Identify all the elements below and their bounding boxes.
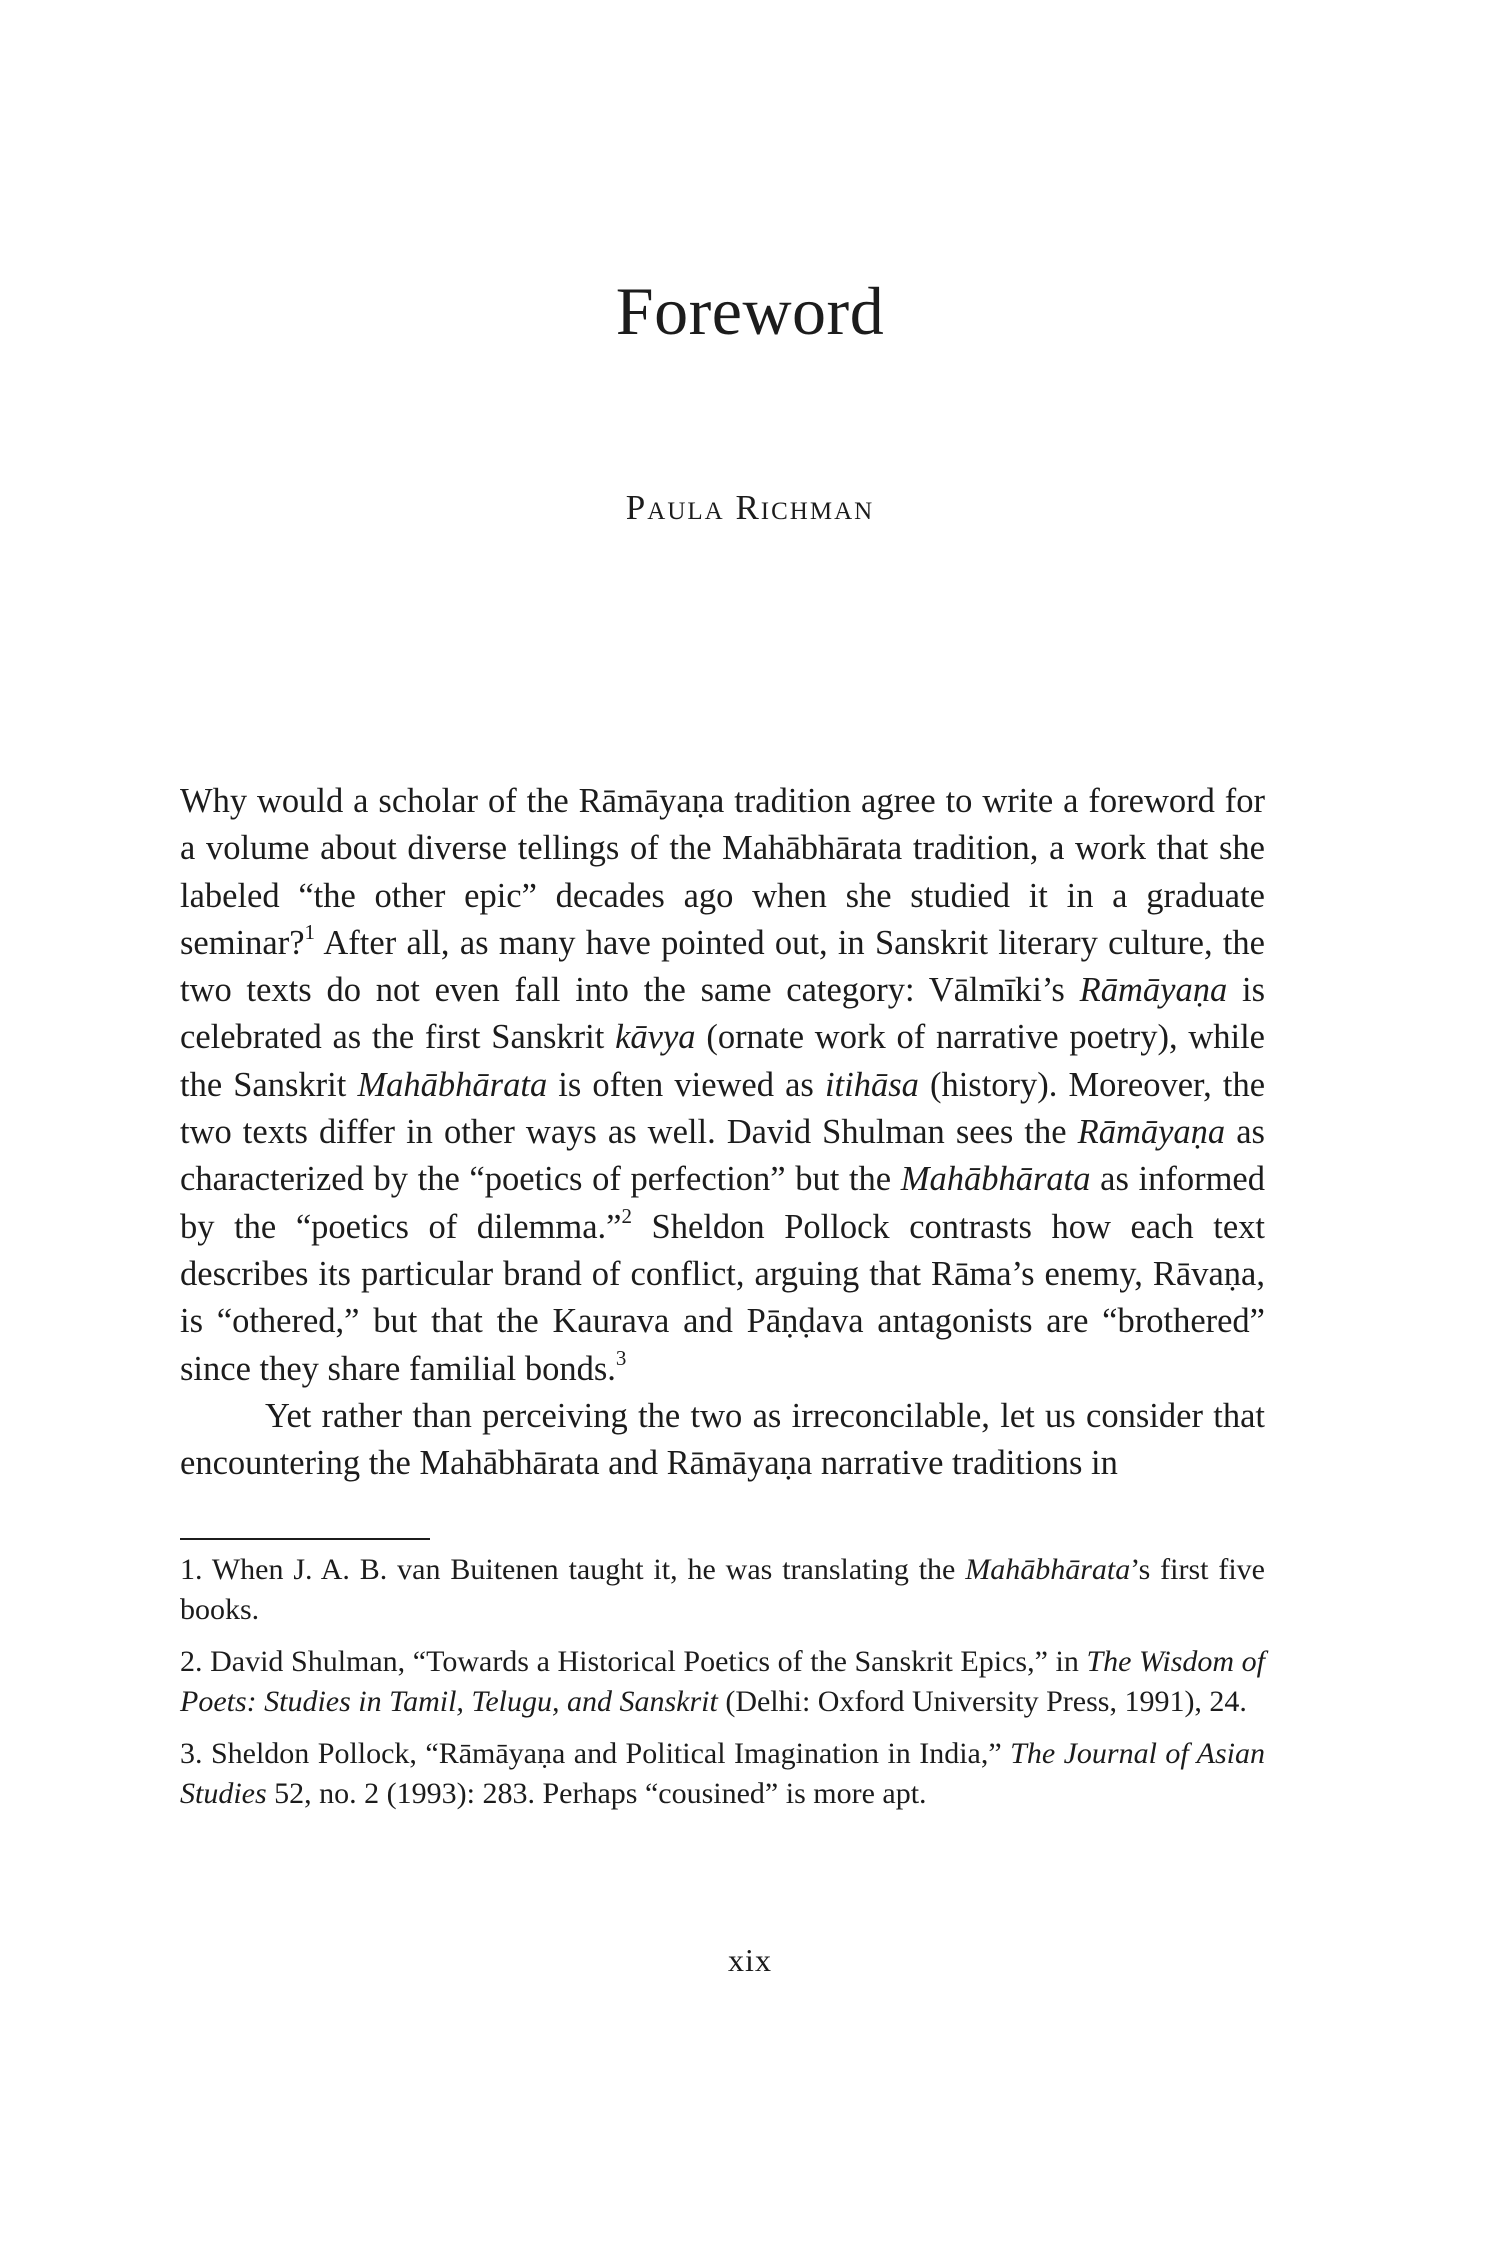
italic-title: Mahābhārata	[900, 1160, 1091, 1199]
page-number: xix	[728, 1942, 772, 1978]
text-run: 52, no. 2 (1993): 283. Perhaps “cousined” is more apt.	[266, 1777, 927, 1810]
footnotes	[180, 1550, 1265, 1826]
text-run: is often viewed as	[547, 1065, 825, 1104]
text-run: Sheldon Pollock contrasts how each text describes its particular brand of conflict, arguing that Rāma’s enemy, Rāvaṇa, is “othered,” but that the Kaurava and Pāṇḍava antagonists are “brothered” since they share familial bonds.	[180, 1207, 1265, 1388]
text-run: After all, as many have pointed out, in Sanskrit literary culture, the two texts do not even fall into the same category: Vālmīki’s	[180, 923, 1265, 1010]
text-run: ’s first five books.	[180, 1553, 1265, 1626]
body-text	[180, 778, 1265, 1487]
footnote-divider	[180, 1538, 430, 1540]
footnote-3	[180, 1734, 1265, 1814]
footnote-ref-3: 3	[615, 1346, 627, 1371]
text-run: 1. When J. A. B. van Buitenen taught it, he was translating the	[180, 1553, 966, 1586]
text-run: Why would a scholar of the Rāmāyaṇa tradition agree to write a foreword for a volume about diverse tellings of the Mahābhārata tradition, a work that she labeled “the other epic” decades ago when she studied it in a graduate seminar?	[180, 782, 1265, 962]
footnote-1	[180, 1550, 1265, 1630]
chapter-author: Paula Richman	[625, 488, 875, 527]
text-run: (ornate work of narrative poetry), while the Sanskrit	[180, 1018, 1265, 1104]
italic-title: Mahābhārata	[965, 1553, 1131, 1586]
italic-term: itihāsa	[824, 1065, 919, 1104]
italic-title: The Wisdom of Poets: Studies in Tamil, Telugu, and Sanskrit	[180, 1645, 1265, 1718]
footnote-ref-1: 1	[304, 920, 316, 945]
paragraph-1	[180, 778, 1265, 1393]
italic-title: Rāmāyaṇa	[1079, 971, 1228, 1010]
italic-title: The Journal of Asian Studies	[180, 1737, 1266, 1810]
chapter-title: Foreword	[615, 273, 885, 349]
paragraph-2: Yet rather than perceiving the two as irreconcilable, let us consider that encountering the Mahābhārata and Rāmāyaṇa narrative traditions in	[180, 1396, 1265, 1483]
text-run: is celebrated as the first Sanskrit	[180, 971, 1265, 1057]
text-run: 2. David Shulman, “Towards a Historical Poetics of the Sanskrit Epics,” in	[180, 1645, 1087, 1678]
italic-term: kāvya	[615, 1018, 696, 1057]
text-run: 3. Sheldon Pollock, “Rāmāyaṇa and Political Imagination in India,”	[180, 1737, 1011, 1770]
text-run: (history). Moreover, the two texts differ in other ways as well. David Shulman sees the	[180, 1065, 1266, 1152]
italic-title: Mahābhārata	[357, 1065, 548, 1104]
text-run: as informed by the “poetics of dilemma.”	[180, 1160, 1265, 1246]
footnote-ref-2: 2	[621, 1204, 632, 1229]
text-run: as characterized by the “poetics of perfection” but the	[180, 1113, 1265, 1199]
footnote-2	[180, 1642, 1265, 1722]
text-run: (Delhi: Oxford University Press, 1991), 24.	[717, 1685, 1247, 1718]
italic-title: Rāmāyaṇa	[1077, 1113, 1226, 1152]
